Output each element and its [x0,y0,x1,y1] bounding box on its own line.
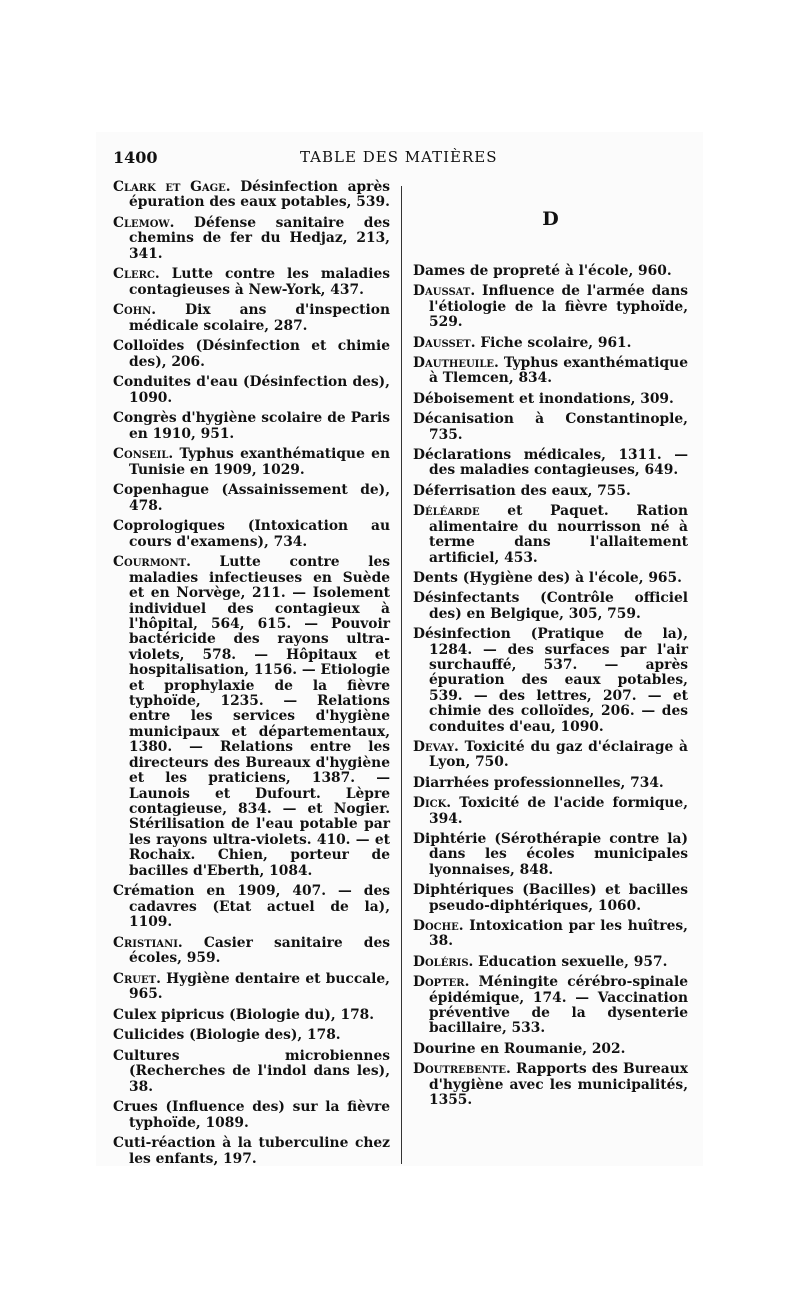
index-entry [113,483,390,514]
index-entry [413,336,688,351]
entry-text: Typhus exanthématique à Tlemcen, 834. [429,355,688,387]
index-entry [413,1042,688,1057]
index-entry [413,1062,688,1108]
entry-author: Devay. [413,738,459,755]
entry-author: Doléris. [413,953,474,970]
index-entry [413,392,688,407]
entry-text: et Paquet. Ration alimentaire du nourrisson né à terme dans l'allaitement artificiel, 453. [429,503,688,566]
entry-text: Lutte contre les maladies contagieuses à New-York, 437. [129,266,390,298]
entry-text: Toxicité de l'acide formique, 394. [429,795,688,827]
entry-text: Toxicité du gaz d'éclairage à Lyon, 750. [429,738,688,771]
index-entry [113,303,390,334]
index-entry [113,339,390,370]
entry-text: Dames de propreté à l'école, 960. [413,263,672,279]
running-title: TABLE DES MATIÈRES [300,148,498,166]
index-entry [413,796,688,827]
entry-text: Dourine en Roumanie, 202. [413,1040,626,1057]
entry-text: Congrès d'hygiène scolaire de Paris en 1910, 951. [113,410,390,442]
entry-author: Cruet. [113,970,161,987]
entry-text: Colloïdes (Désinfection et chimie des), 206. [113,338,390,370]
entry-author: Doche. [413,918,464,935]
entry-text: Dix ans d'inspection médicale scolaire, 287. [129,302,390,334]
entry-text: Dents (Hygiène des) à l'école, 965. [413,569,682,586]
index-entry [113,447,390,478]
index-entry [413,740,688,771]
index-entry [113,1100,390,1131]
entry-text: Culex pipricus (Biologie du), 178. [113,1006,375,1023]
index-entry [113,1049,390,1095]
index-entry [413,776,688,791]
entry-author: Courmont. [113,554,191,571]
entry-text: Cuti-réaction à la tuberculine chez les enfants, 197. [113,1135,390,1167]
entry-text: Désinfection après épuration des eaux potables, 539. [129,179,390,211]
index-entry [113,1136,390,1167]
index-entry [113,884,390,930]
index-entry [413,484,688,499]
index-entry [413,919,688,950]
index-entry [413,412,688,443]
entry-text: Désinfection (Pratique de la), 1284. — des surfaces par l'air surchauffé, 537. — après épuration des eaux potables, 539. — des lettres, 207. — et chimie des colloïdes, 206. — des conduites d'eau, 1090. [413,626,688,735]
index-column-left [113,180,390,1172]
entry-text: Casier sanitaire des écoles, 959. [129,934,390,966]
entry-author: Déléarde [413,503,480,520]
entry-text: Défense sanitaire des chemins de fer du Hedjaz, 213, 341. [129,215,390,262]
entry-text: Décanisation à Constantinople, 735. [413,411,688,443]
index-entry [413,448,688,479]
entry-text: Coprologiques (Intoxication au cours d'examens), 734. [113,518,390,550]
entry-text: Crémation en 1909, 407. — des cadavres (Etat actuel de la), 1109. [113,883,390,930]
entry-text: Rapports des Bureaux d'hygiène avec les municipalités, 1355. [429,1061,688,1109]
entry-text: Copenhague (Assainissement de), 478. [113,482,390,514]
entry-text: Conduites d'eau (Désinfection des), 1090. [113,374,390,406]
index-entry [113,267,390,298]
entry-author: Clemow. [113,215,175,231]
entry-text: Influence de l'armée dans l'étiologie de la fièvre typhoïde, 529. [429,283,688,331]
entry-author: Dopter. [413,974,470,991]
entry-author: Daussat. [413,283,476,300]
index-entry [413,883,688,914]
index-entry [413,832,688,878]
index-entry [113,411,390,442]
entry-author: Dautheuile. [413,355,499,372]
section-letter: D [542,208,559,230]
index-entry [113,375,390,406]
entry-text: Diphtérie (Sérothérapie contre la) dans les écoles municipales lyonnaises, 848. [413,831,688,878]
index-entry [113,972,390,1003]
index-entry [413,571,688,586]
entry-author: Conseil. [113,446,174,463]
index-column-right [413,180,688,1114]
index-entry [113,1028,390,1043]
index-entry [413,627,688,735]
entry-author: Doutrebente. [413,1061,511,1078]
index-entry [413,504,688,566]
entry-author: Dick. [413,795,452,812]
entry-author: Clerc. [113,266,160,283]
entry-text: Méningite cérébro-spinale épidémique, 174. — Vaccination préventive de la dysenterie bacillaire, 533. [429,974,688,1037]
index-entry [413,591,688,622]
index-entry [413,975,688,1037]
column-divider [401,186,402,1164]
entry-text: Lutte contre les maladies infectieuses en Suède et en Norvège, 211. — Isolement individuel des contagieux à l'hôpital, 564, 615. — Pouvoir bactéricide des rayons ultra-violets, 578. — Hôpitaux et hospitalisation, 1156. — Etiologie et prophylaxie de la fièvre typhoïde, 1235. — Relations entre les services d'hygiène municipaux et départementaux, 1380. — Relations entre les directeurs des Bureaux d'hygiène et les praticiens, 1387. — Launois et Dufourt. Lèpre contagieuse, 834. — et Nogier. Stérilisation de l'eau potable par les rayons ultra-violets. 410. — et Rochaix. Chien, porteur de bacilles d'Eberth, 1084. [129,554,390,879]
index-entry [113,519,390,550]
index-entry [113,555,390,879]
page-number: 1400 [113,148,158,167]
entry-text: Fiche scolaire, 961. [475,334,632,351]
index-entry [113,216,390,262]
entry-text: Déclarations médicales, 1311. — des maladies contagieuses, 649. [413,447,688,479]
entry-text: Education sexuelle, 957. [473,953,668,970]
entry-text: Crues (Influence des) sur la fièvre typhoïde, 1089. [113,1099,390,1131]
entry-author: Dausset. [413,334,476,351]
index-entry [413,955,688,970]
entry-text: Diarrhées professionnelles, 734. [413,774,664,791]
entry-text: Hygiène dentaire et buccale, 965. [129,970,390,1002]
index-entry [413,284,688,330]
entry-text: Déferrisation des eaux, 755. [413,482,631,499]
entry-text: Culicides (Biologie des), 178. [113,1027,341,1044]
entry-author: Clark et Gage. [113,179,231,195]
index-entry [113,1008,390,1023]
entry-text: Diphtériques (Bacilles) et bacilles pseudo-diphtériques, 1060. [413,882,688,914]
entry-text: Désinfectants (Contrôle officiel des) en Belgique, 305, 759. [413,590,688,622]
entry-text: Typhus exanthématique en Tunisie en 1909, 1029. [129,446,390,478]
index-entry [413,264,688,279]
entry-author: Cristiani. [113,934,183,951]
entry-text: Cultures microbiennes (Recherches de l'indol dans les), 38. [113,1047,390,1095]
index-entry [113,180,390,211]
index-entry [413,356,688,387]
entry-author: Cohn. [113,302,157,319]
entry-text: Déboisement et inondations, 309. [413,390,674,407]
entry-text: Intoxication par les huîtres, 38. [429,918,688,950]
index-entry [113,936,390,967]
